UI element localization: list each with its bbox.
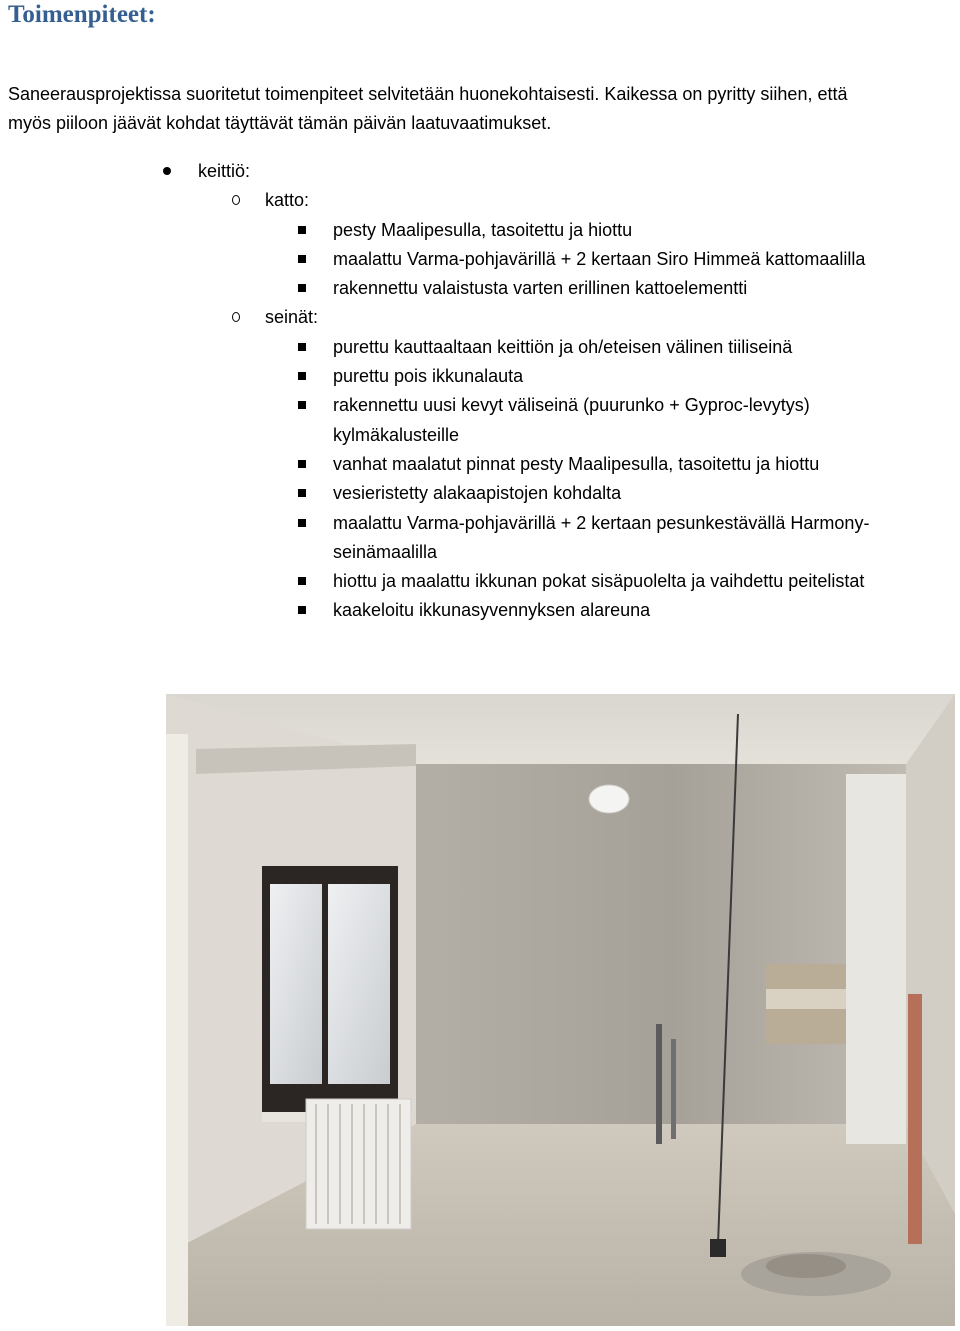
list-item (0, 509, 960, 538)
list-item (0, 333, 960, 362)
intro-paragraph (8, 80, 948, 138)
item-text: rakennettu uusi kevyt väliseinä (puurunko + Gyproc-levytys) (333, 395, 810, 416)
bullet-disc-icon (163, 167, 171, 175)
bullet-square-icon (298, 489, 306, 497)
item-text: seinämaalilla (333, 541, 438, 562)
subsection-label: katto: (265, 190, 310, 211)
item-text: vanhat maalatut pinnat pesty Maalipesulla, tasoitettu ja hiottu (333, 453, 820, 474)
item-text: rakennettu valaistusta varten erillinen kattoelementti (333, 278, 748, 299)
list-item (0, 450, 960, 479)
kitchen-renovation-photo (166, 694, 955, 1326)
bullet-circle-icon (232, 195, 240, 205)
item-text: vesieristetty alakaapistojen kohdalta (333, 483, 622, 504)
renovation-list (0, 157, 960, 626)
item-text: purettu kauttaaltaan keittiön ja oh/eteisen välinen tiiliseinä (333, 336, 793, 357)
item-text: maalattu Varma-pohjavärillä + 2 kertaan pesunkestävällä Harmony- (333, 512, 870, 533)
bullet-circle-icon (232, 312, 240, 322)
intro-line-1: Saneerausprojektissa suoritetut toimenpiteet selvitetään huonekohtaisesti. Kaikessa on pyritty siihen, että (8, 84, 848, 104)
bullet-square-icon (298, 372, 306, 380)
list-item (0, 391, 960, 420)
cable-weight (710, 1239, 726, 1257)
radiator (306, 1099, 411, 1229)
brick-edge (908, 994, 922, 1244)
bullet-square-icon (298, 606, 306, 614)
page-title: Toimenpiteet: (8, 1, 156, 28)
bullet-square-icon (298, 460, 306, 468)
bullet-square-icon (298, 401, 306, 409)
kitchen-photo-illustration (166, 694, 955, 1326)
bullet-square-icon (298, 284, 306, 292)
window-glass-right (328, 884, 390, 1084)
pipe (671, 1039, 676, 1139)
bullet-square-icon (298, 255, 306, 263)
item-text: kaakeloitu ikkunasyvennyksen alareuna (333, 600, 651, 621)
bullet-square-icon (298, 343, 306, 351)
bullet-square-icon (298, 577, 306, 585)
list-item (0, 216, 960, 245)
list-item (0, 479, 960, 508)
window-glass-left (270, 884, 322, 1084)
intro-line-2: myös piiloon jäävät kohdat täyttävät tämän päivän laatuvaatimukset. (8, 113, 552, 133)
ceiling-lamp (589, 785, 629, 813)
list-item (0, 596, 960, 625)
list-item (0, 362, 960, 391)
item-text: purettu pois ikkunalauta (333, 366, 524, 387)
list-item-katto (0, 186, 960, 215)
pipe (656, 1024, 662, 1144)
list-item-continuation (0, 538, 960, 567)
subsection-label: seinät: (265, 307, 319, 328)
section-label: keittiö: (198, 161, 251, 181)
item-text: pesty Maalipesulla, tasoitettu ja hiottu (333, 219, 633, 240)
list-item-keittio (0, 157, 960, 186)
drywall-panel (846, 774, 906, 1144)
bullet-square-icon (298, 519, 306, 527)
left-opening (166, 734, 188, 1326)
list-item (0, 274, 960, 303)
list-item-continuation (0, 421, 960, 450)
list-item (0, 245, 960, 274)
item-text: maalattu Varma-pohjavärillä + 2 kertaan Siro Himmeä kattomaalilla (333, 248, 866, 269)
list-item (0, 567, 960, 596)
item-text: kylmäkalusteille (333, 424, 460, 445)
item-text: hiottu ja maalattu ikkunan pokat sisäpuolelta ja vaihdettu peitelistat (333, 571, 865, 592)
bullet-square-icon (298, 226, 306, 234)
list-item-seinat (0, 303, 960, 332)
